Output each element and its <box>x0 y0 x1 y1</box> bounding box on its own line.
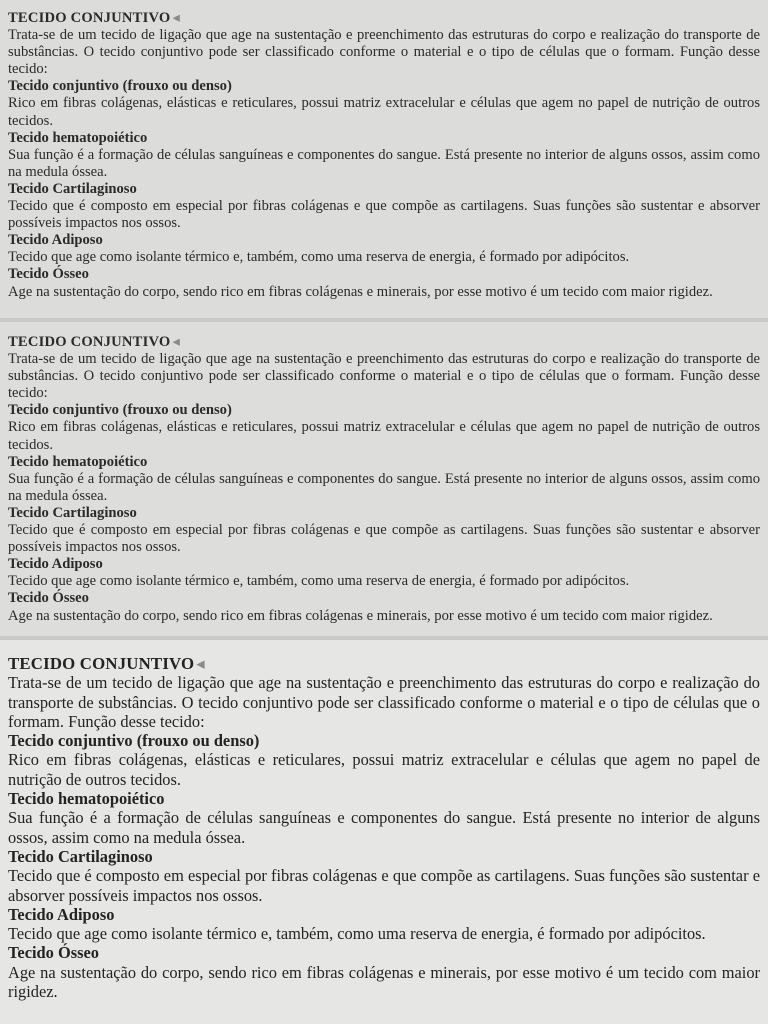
block-title: TECIDO CONJUNTIVO ◂ <box>8 10 180 26</box>
arrow-mark-icon: ◂ <box>196 654 205 673</box>
section-text-osseo: Age na sustentação do corpo, sendo rico em fibras colágenas e minerais, por esse motivo é um tecido com maior rigidez. <box>8 607 713 624</box>
section-text-cartilaginoso: Tecido que é composto em especial por fibras colágenas e que compõe as cartilagens. Suas funções são sustentar e absorver possíveis impactos nos ossos. <box>8 866 760 905</box>
section-text-adiposo: Tecido que age como isolante térmico e, também, como uma reserva de energia, é formado por adipócitos. <box>8 573 630 590</box>
section-heading-hematopoietico: Tecido hematopoiético <box>8 129 148 146</box>
section-text-hematopoietico: Sua função é a formação de células sanguíneas e componentes do sangue. Está presente no interior de alguns ossos, assim como na medula óssea. <box>8 470 760 504</box>
section-text-hematopoietico: Sua função é a formação de células sanguíneas e componentes do sangue. Está presente no interior de alguns ossos, assim como na medula óssea. <box>8 808 760 847</box>
block-title: TECIDO CONJUNTIVO ◂ <box>8 334 180 350</box>
section-text-conjuntivo: Rico em fibras colágenas, elásticas e reticulares, possui matriz extracelular e células que agem no papel de nutrição de outros tecidos. <box>8 419 760 453</box>
section-text-osseo: Age na sustentação do corpo, sendo rico em fibras colágenas e minerais, por esse motivo é um tecido com maior rigidez. <box>8 962 760 1002</box>
section-text-adiposo: Tecido que age como isolante térmico e, também, como uma reserva de energia, é formado por adipócitos. <box>8 924 706 944</box>
intro-paragraph: Trata-se de um tecido de ligação que age na sustentação e preenchimento das estruturas do corpo e realização do transporte de substâncias. O tecido conjuntivo pode ser classificado conforme o material e o tipo de células que o formam. Função desse tecido: <box>8 351 760 402</box>
section-heading-hematopoietico: Tecido hematopoiético <box>8 789 165 809</box>
section-heading-conjuntivo: Tecido conjuntivo (frouxo ou denso) <box>8 731 260 751</box>
section-heading-hematopoietico: Tecido hematopoiético <box>8 453 148 470</box>
section-heading-conjuntivo: Tecido conjuntivo (frouxo ou denso) <box>8 78 232 95</box>
text-block-1 <box>0 0 768 318</box>
section-heading-adiposo: Tecido Adiposo <box>8 232 103 249</box>
intro-paragraph: Trata-se de um tecido de ligação que age na sustentação e preenchimento das estruturas do corpo e realização do transporte de substâncias. O tecido conjuntivo pode ser classificado conforme o material e o tipo de células que o formam. Função desse tecido: <box>8 673 760 731</box>
section-heading-osseo: Tecido Ósseo <box>8 943 99 963</box>
section-text-conjuntivo: Rico em fibras colágenas, elásticas e reticulares, possui matriz extracelular e células que agem no papel de nutrição de outros tecidos. <box>8 95 760 129</box>
arrow-mark-icon: ◂ <box>172 10 180 26</box>
arrow-mark-icon: ◂ <box>172 334 180 350</box>
section-heading-conjuntivo: Tecido conjuntivo (frouxo ou denso) <box>8 402 232 419</box>
text-block-3 <box>0 640 768 1024</box>
text-block-2 <box>0 322 768 636</box>
section-heading-cartilaginoso: Tecido Cartilaginoso <box>8 180 137 197</box>
intro-paragraph: Trata-se de um tecido de ligação que age na sustentação e preenchimento das estruturas do corpo e realização do transporte de substâncias. O tecido conjuntivo pode ser classificado conforme o material e o tipo de células que o formam. Função desse tecido: <box>8 27 760 78</box>
section-text-conjuntivo: Rico em fibras colágenas, elásticas e reticulares, possui matriz extracelular e células que agem no papel de nutrição de outros tecidos. <box>8 750 760 789</box>
section-heading-cartilaginoso: Tecido Cartilaginoso <box>8 846 153 866</box>
section-heading-osseo: Tecido Ósseo <box>8 590 89 607</box>
section-text-osseo: Age na sustentação do corpo, sendo rico em fibras colágenas e minerais, por esse motivo é um tecido com maior rigidez. <box>8 283 713 300</box>
block-title: TECIDO CONJUNTIVO ◂ <box>8 654 205 673</box>
section-text-cartilaginoso: Tecido que é composto em especial por fibras colágenas e que compõe as cartilagens. Suas funções são sustentar e absorver possíveis impactos nos ossos. <box>8 198 760 232</box>
section-heading-adiposo: Tecido Adiposo <box>8 556 103 573</box>
section-heading-osseo: Tecido Ósseo <box>8 266 89 283</box>
section-text-hematopoietico: Sua função é a formação de células sanguíneas e componentes do sangue. Está presente no interior de alguns ossos, assim como na medula óssea. <box>8 146 760 180</box>
section-text-cartilaginoso: Tecido que é composto em especial por fibras colágenas e que compõe as cartilagens. Suas funções são sustentar e absorver possíveis impactos nos ossos. <box>8 522 760 556</box>
section-text-adiposo: Tecido que age como isolante térmico e, também, como uma reserva de energia, é formado por adipócitos. <box>8 249 630 266</box>
section-heading-cartilaginoso: Tecido Cartilaginoso <box>8 504 137 521</box>
section-heading-adiposo: Tecido Adiposo <box>8 904 115 924</box>
